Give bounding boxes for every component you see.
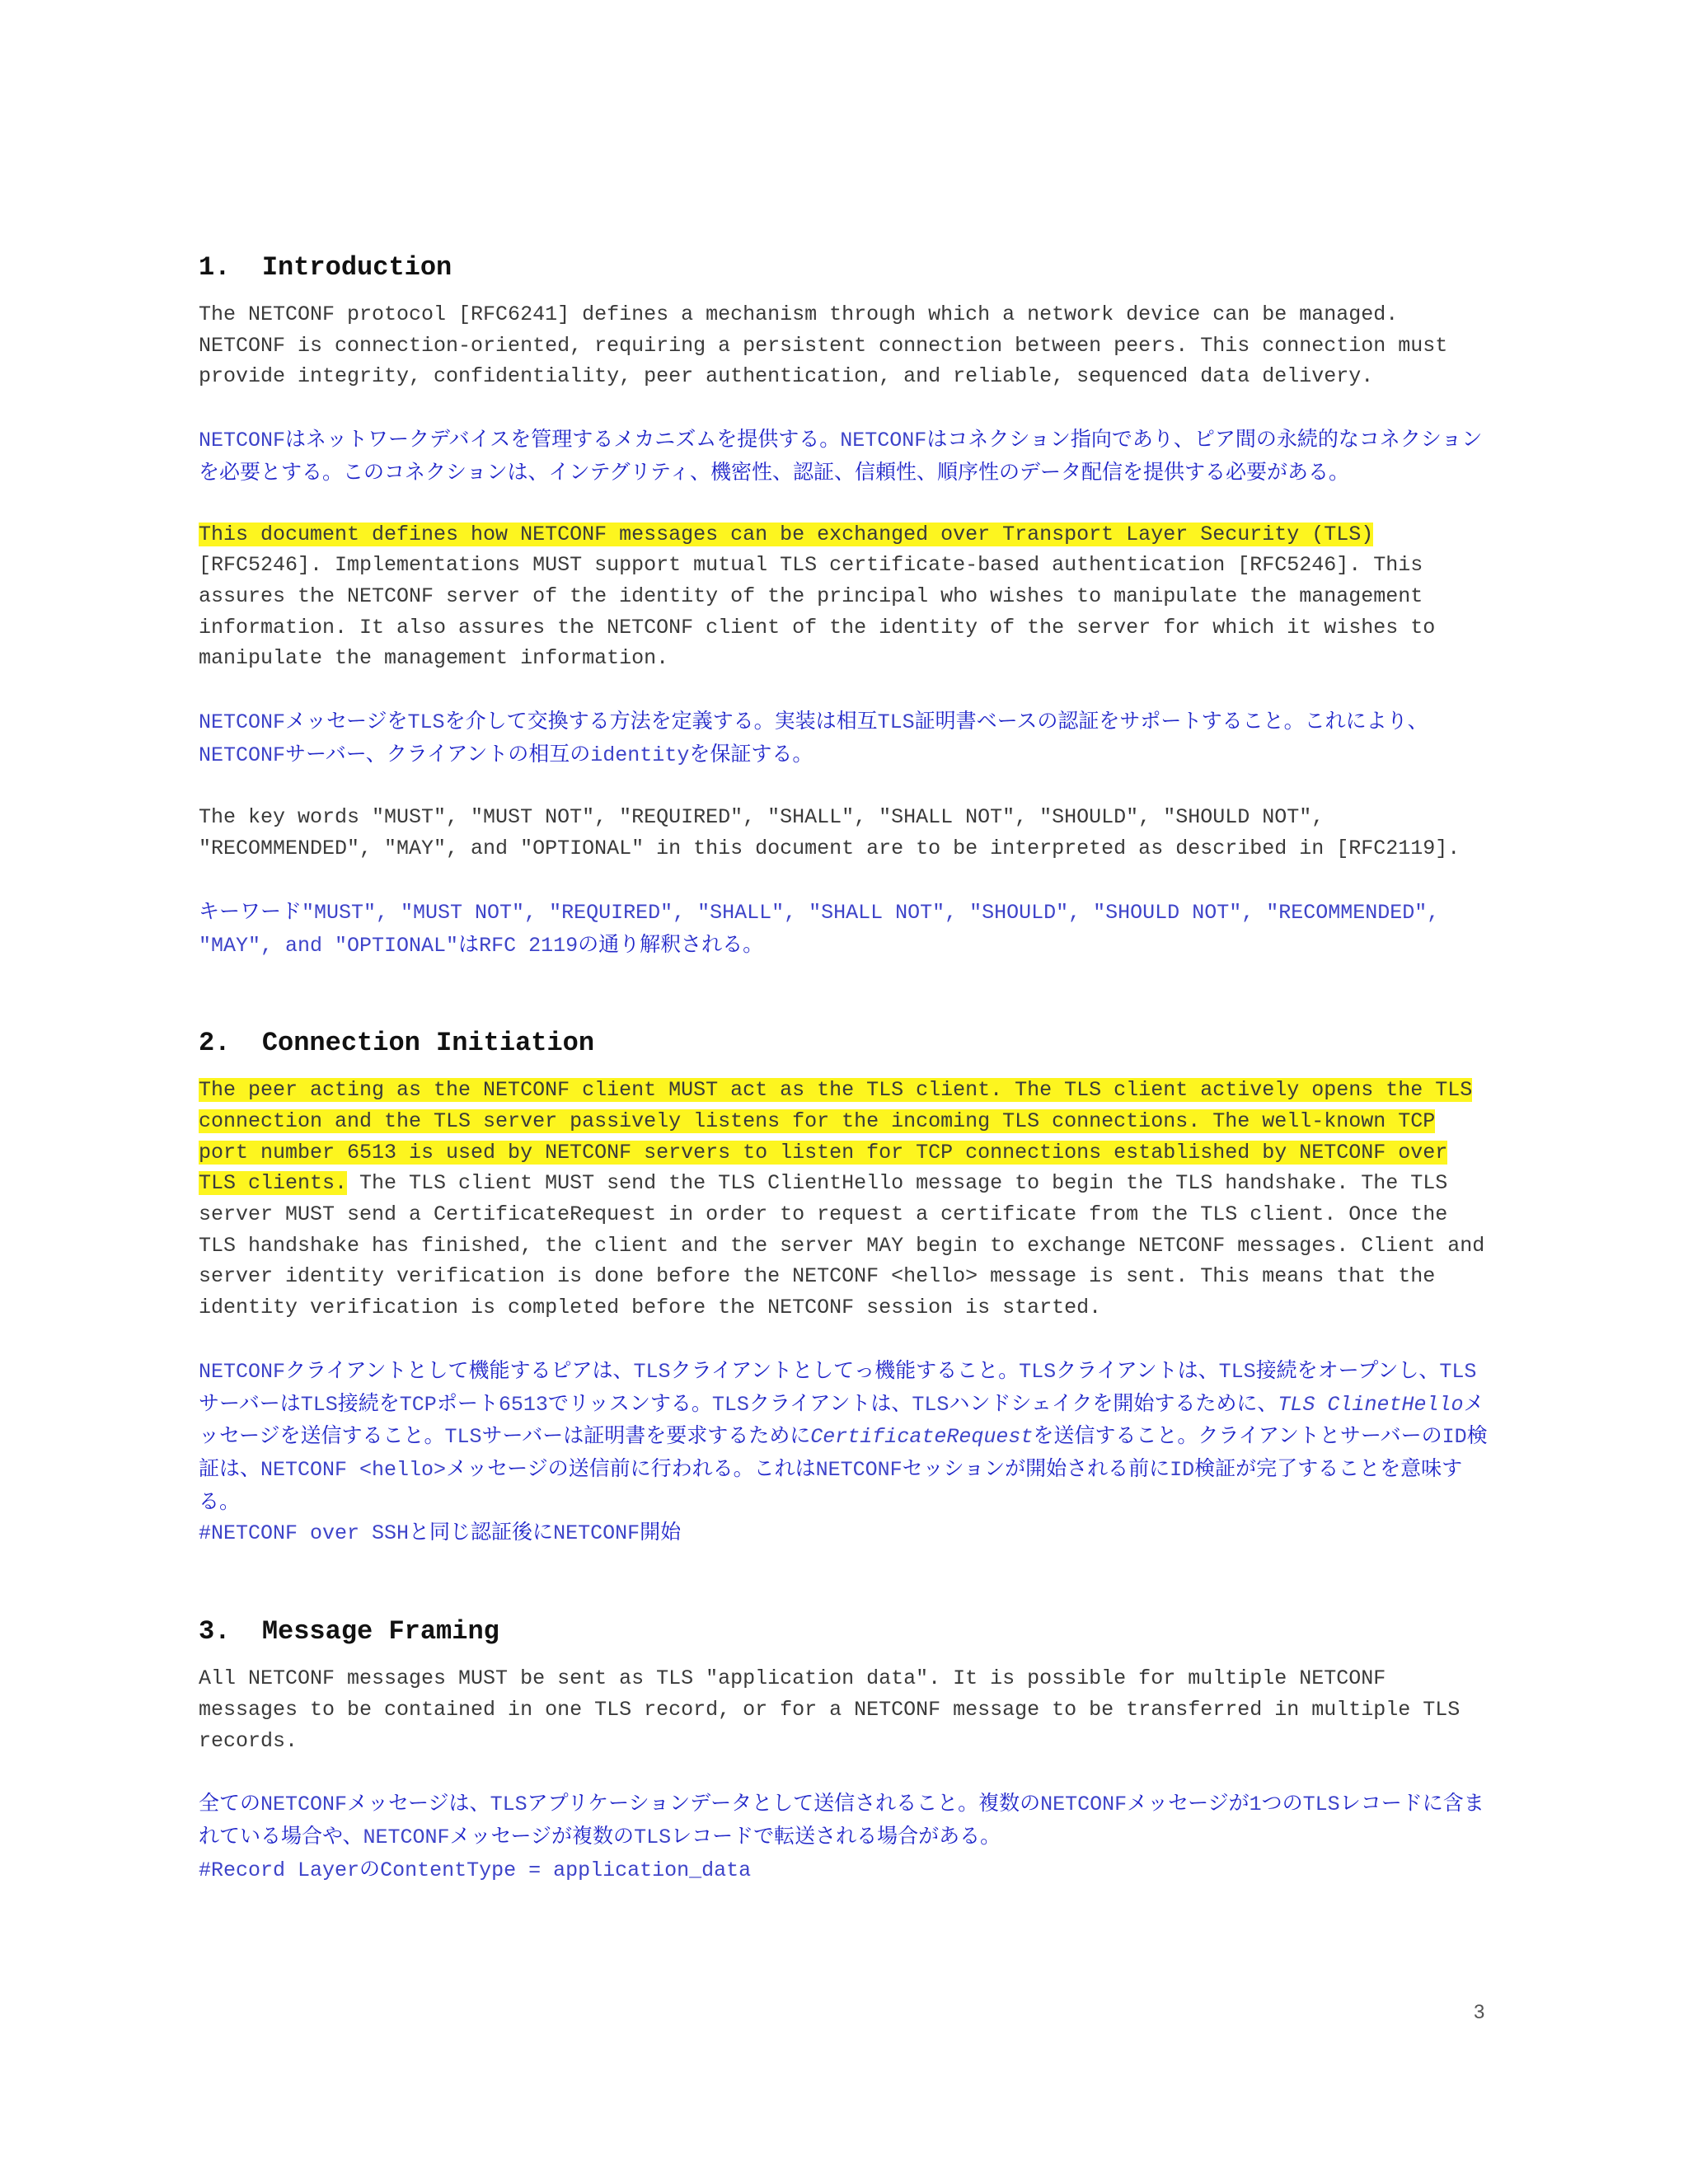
paragraph: The key words "MUST", "MUST NOT", "REQUIRED", "SHALL", "SHALL NOT", "SHOULD", "SHOULD NOT", "RECOMMENDED", "MAY", and "OPTIONAL" in this document are to be interpreted as described in [RFC2119]. <box>199 805 1461 861</box>
translation-paragraph: NETCONFメッセージをTLSを介して交換する方法を定義する。実装は相互TLS証明書ベースの認証をサポートすること。これにより、NETCONFサーバー、クライアントの相互のidentityを保証する。 <box>199 709 1428 767</box>
paragraph: The NETCONF protocol [RFC6241] defines a mechanism through which a network device can be managed. NETCONF is connection-oriented, requiring a persistent connection between peers. This connection must provide integrity, confidentiality, peer authentication, and reliable, sequenced data delivery. <box>199 302 1448 389</box>
translation-paragraph: NETCONFクライアントとして機能するピアは、TLSクライアントとしてっ機能すること。TLSクライアントは、TLS接続をオープンし、TLSサーバーはTLS接続をTCPポート6513でリッスンする。TLSクライアントは、TLSハンドシェイクを開始するために、TLS ClinetHelloメッセージを送信すること。TLSサーバーは証明書を要求するためにCertificateRequestを送信すること。クライアントとサーバーのID検証は、NETCONF <hello>メッセージの送信前に行われる。これはNETCONFセッションが開始される前にID検証が完了することを意味する。 #NETCONF over SSHと同じ認証後にNETCONF開始 <box>199 1355 1493 1549</box>
note-line: #Record LayerのContentType = application_data <box>199 1856 752 1882</box>
translation-paragraph: キーワード"MUST", "MUST NOT", "REQUIRED", "SHALL", "SHALL NOT", "SHOULD", "SHOULD NOT", "RECOMMENDED", "MAY", and "OPTIONAL"はRFC 2119の通り解釈される。 <box>199 898 1440 958</box>
section-heading-connection-initiation: 2. Connection Initiation <box>199 1028 595 1059</box>
section-heading-message-framing: 3. Message Framing <box>199 1616 499 1647</box>
paragraph: All NETCONF messages MUST be sent as TLS "application data". It is possible for multiple NETCONF messages to be contained in one TLS record, or for a NETCONF message to be transferred in multiple TLS records. <box>199 1666 1461 1753</box>
page-number: 3 <box>1474 2001 1485 2023</box>
highlighted-text: The peer acting as the NETCONF client MUST act as the TLS client. The TLS client actively opens the TLS connection and the TLS server passively listens for the incoming TLS connections. The well-known TCP port number 6513 is used by NETCONF servers to listen for TCP connections established by NETCONF over TLS clients. <box>199 1078 1473 1196</box>
section-heading-introduction: 1. Introduction <box>199 252 452 283</box>
paragraph: This document defines how NETCONF messages can be exchanged over Transport Layer Security (TLS) [RFC5246]. Implementations MUST support mutual TLS certificate-based authentication [RFC5246]. This assures the NETCONF server of the identity of the principal who wishes to manipulate the management information. It also assures the NETCONF client of the identity of the server for which it wishes to manipulate the management information. <box>199 522 1436 671</box>
paragraph: The peer acting as the NETCONF client MUST act as the TLS client. The TLS client actively opens the TLS connection and the TLS server passively listens for the incoming TLS connections. The well-known TCP port number 6513 is used by NETCONF servers to listen for TCP connections established by NETCONF over TLS clients. The TLS client MUST send the TLS ClientHello message to begin the TLS handshake. The TLS server MUST send a CertificateRequest in order to request a certificate from the TLS client. Once the TLS handshake has finished, the client and the server MAY begin to exchange NETCONF messages. Client and server identity verification is done before the NETCONF <hello> message is sent. This means that the identity verification is completed before the NETCONF session is started. <box>199 1078 1485 1320</box>
translation-paragraph: NETCONFはネットワークデバイスを管理するメカニズムを提供する。NETCONFはコネクション指向であり、ピア間の永続的なコネクションを必要とする。このコネクションは、インテグリティ、機密性、認証、信頼性、順序性のデータ配信を提供する必要がある。 <box>199 427 1483 484</box>
translation-paragraph: 全てのNETCONFメッセージは、TLSアプリケーションデータとして送信されること。複数のNETCONFメッセージが1つのTLSレコードに含まれている場合や、NETCONFメッセージが複数のTLSレコードで転送される場合がある。 #Record LayerのContentType = application_data <box>199 1788 1493 1886</box>
document-page <box>199 251 1493 1917</box>
highlighted-text: This document defines how NETCONF messages can be exchanged over Transport Layer Security (TLS) <box>199 522 1374 546</box>
note-line: #NETCONF over SSHと同じ認証後にNETCONF開始 <box>199 1520 682 1546</box>
